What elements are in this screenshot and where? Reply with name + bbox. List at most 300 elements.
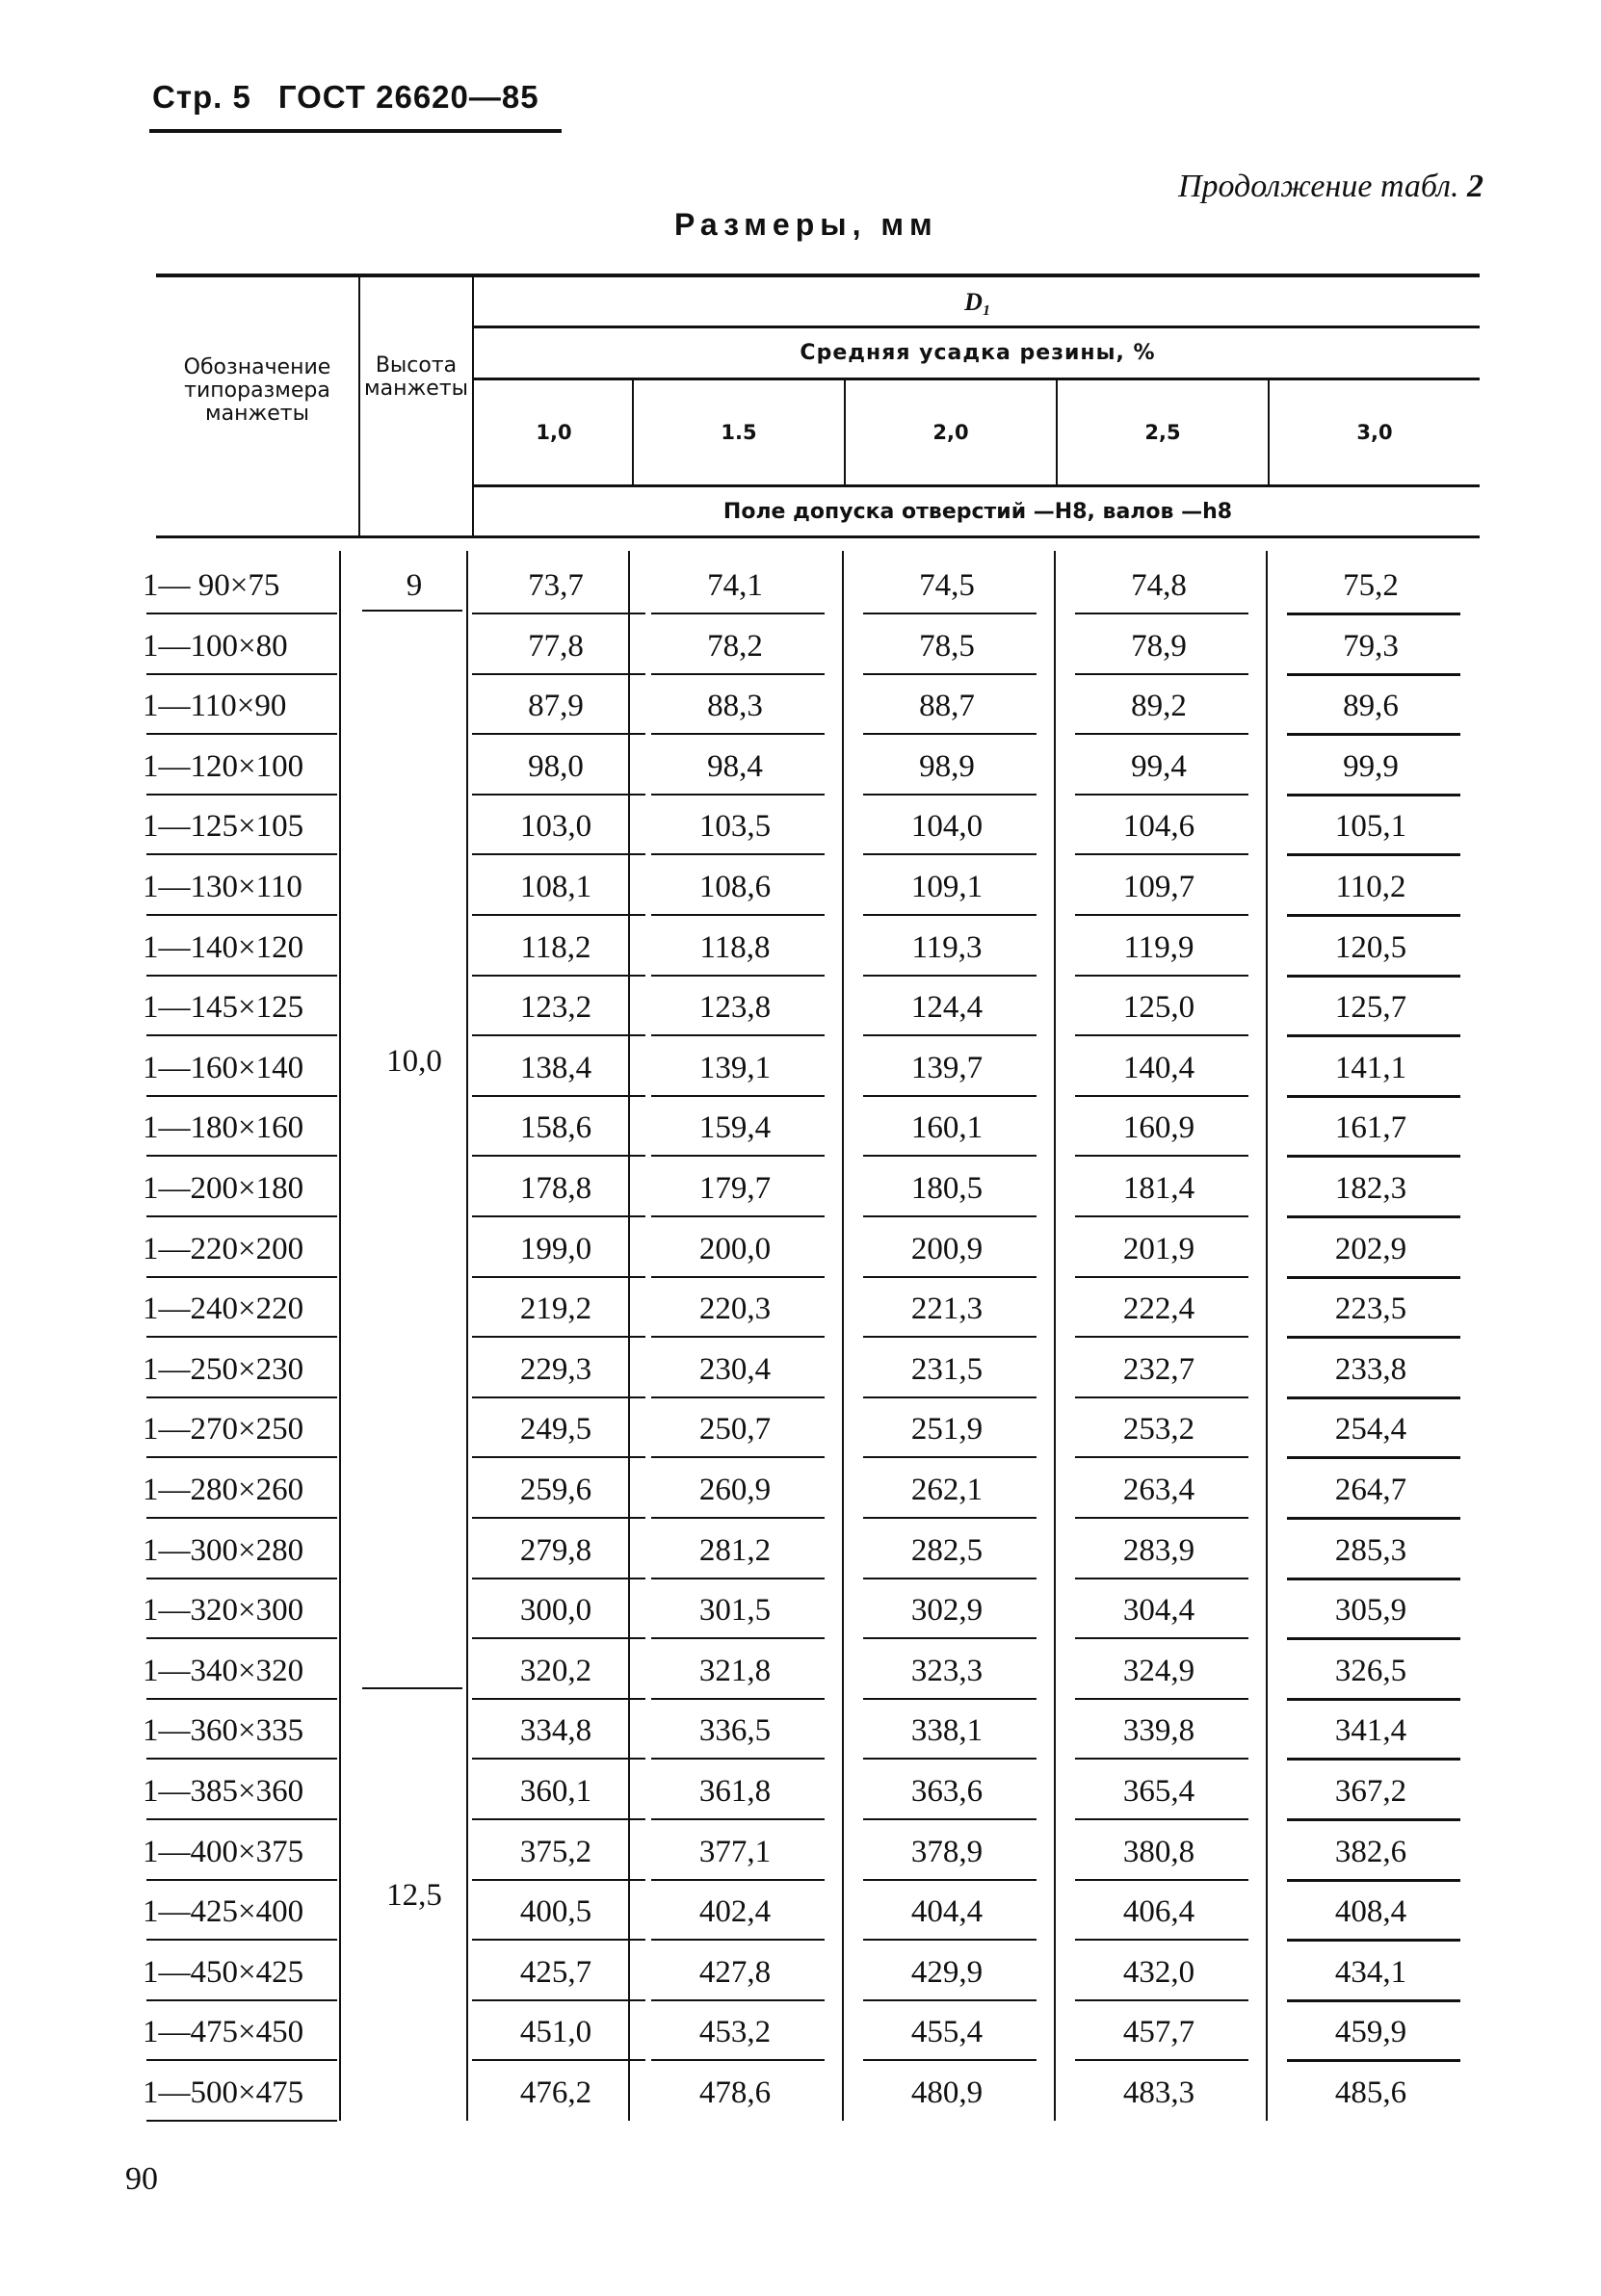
row-value: 79,3 [1343, 628, 1399, 664]
row-value: 300,0 [519, 1593, 592, 1629]
row-value: 326,5 [1334, 1653, 1407, 1688]
cell-rule [651, 1637, 825, 1639]
cell-rule [1287, 853, 1460, 856]
row-value: 476,2 [519, 2075, 592, 2110]
row-value: 485,6 [1334, 2075, 1407, 2110]
body-divider-height [466, 551, 468, 2121]
row-rule [146, 2120, 337, 2122]
cell-rule [863, 1095, 1037, 1097]
cell-rule [1287, 1818, 1460, 1821]
row-value: 160,9 [1122, 1110, 1195, 1146]
cell-rule [472, 853, 645, 855]
row-value: 74,1 [707, 568, 763, 603]
row-rule [146, 1939, 337, 1941]
row-designation: 1—475×450 [143, 2015, 304, 2050]
row-rule [146, 1396, 337, 1398]
row-rule [146, 733, 337, 735]
row-value: 123,2 [519, 990, 592, 1026]
cell-rule [1075, 1939, 1248, 1941]
row-value: 109,7 [1122, 870, 1195, 904]
row-designation: 1—220×200 [143, 1231, 304, 1266]
cell-rule [1287, 1758, 1460, 1761]
row-rule [146, 1999, 337, 2001]
row-value: 304,4 [1122, 1593, 1195, 1629]
row-designation: 1—100×80 [143, 628, 288, 664]
cell-rule [1287, 1999, 1460, 2002]
col-designation-header: Обозначение типоразмера манжеты [183, 355, 331, 426]
shrinkage-2-0: 2,0 [932, 421, 969, 444]
row-designation: 1—140×120 [143, 929, 304, 965]
row-value: 285,3 [1334, 1532, 1407, 1568]
row-value: 199,0 [519, 1231, 592, 1266]
row-value: 118,8 [699, 929, 771, 965]
row-value: 480,9 [910, 2075, 984, 2110]
row-value: 250,7 [698, 1412, 772, 1448]
row-value: 264,7 [1334, 1473, 1407, 1507]
cell-rule [1287, 1155, 1460, 1158]
cell-rule [472, 613, 645, 614]
cell-rule [1075, 1396, 1248, 1398]
row-value: 78,2 [707, 628, 763, 664]
row-value: 262,1 [910, 1473, 984, 1507]
row-rule [146, 1517, 337, 1519]
cell-rule [1287, 1879, 1460, 1882]
cell-rule [651, 794, 825, 796]
cell-rule [1075, 914, 1248, 916]
row-value: 125,7 [1334, 990, 1407, 1026]
cell-rule [863, 1215, 1037, 1217]
cell-rule [651, 1999, 825, 2001]
row-value: 254,4 [1334, 1412, 1407, 1448]
row-value: 160,1 [910, 1110, 984, 1146]
row-value: 425,7 [519, 1954, 592, 1990]
cell-rule [1287, 1336, 1460, 1339]
row-designation: 1—450×425 [143, 1954, 304, 1990]
cell-rule [472, 1637, 645, 1639]
row-value: 200,0 [698, 1231, 772, 1266]
row-value: 361,8 [698, 1774, 772, 1809]
page-number: 90 [125, 2161, 158, 2197]
row-value: 120,5 [1334, 929, 1407, 965]
cell-rule [1287, 1517, 1460, 1520]
cell-rule [1287, 1456, 1460, 1459]
row-value: 365,4 [1122, 1774, 1195, 1809]
row-value: 377,1 [698, 1834, 772, 1869]
row-value: 459,9 [1334, 2015, 1407, 2050]
cell-rule [1287, 733, 1460, 736]
cell-rule [863, 613, 1037, 614]
row-value: 161,7 [1334, 1110, 1407, 1146]
cell-rule [1075, 1155, 1248, 1157]
row-value: 201,9 [1122, 1231, 1195, 1266]
height-group-rule-2 [362, 1687, 462, 1689]
cell-rule [863, 1456, 1037, 1458]
row-designation: 1—425×400 [143, 1894, 304, 1930]
row-value: 104,6 [1122, 809, 1195, 845]
cell-rule [863, 1939, 1037, 1941]
cell-rule [651, 2059, 825, 2061]
row-value: 404,4 [910, 1894, 984, 1930]
shrinkage-header: Средняя усадка резины, % [800, 341, 1156, 365]
row-value: 382,6 [1334, 1834, 1407, 1869]
row-value: 427,8 [698, 1954, 772, 1990]
page-label: Стр. 5 [152, 79, 251, 115]
cell-rule [1075, 1879, 1248, 1881]
row-value: 99,9 [1343, 748, 1399, 784]
row-value: 324,9 [1122, 1653, 1195, 1688]
row-rule [146, 2059, 337, 2061]
cell-rule [1075, 1336, 1248, 1338]
row-value: 75,2 [1343, 568, 1399, 603]
row-rule [146, 853, 337, 855]
cell-rule [1287, 1215, 1460, 1218]
row-value: 231,5 [910, 1351, 984, 1387]
row-value: 260,9 [698, 1473, 772, 1507]
row-designation: 1—360×335 [143, 1713, 304, 1749]
cell-rule [472, 794, 645, 796]
row-designation: 1—280×260 [143, 1473, 304, 1507]
standard-number: ГОСТ 26620—85 [277, 79, 539, 115]
cell-rule [1075, 1999, 1248, 2001]
row-value: 339,8 [1122, 1713, 1195, 1749]
cell-rule [651, 853, 825, 855]
row-value: 78,5 [919, 628, 975, 664]
header-divider-height [472, 277, 474, 535]
row-value: 141,1 [1334, 1050, 1407, 1085]
row-rule [146, 1698, 337, 1700]
cell-rule [863, 975, 1037, 977]
cell-rule [1075, 1034, 1248, 1036]
row-value: 87,9 [528, 689, 584, 724]
row-value: 483,3 [1122, 2075, 1195, 2110]
cell-rule [651, 1336, 825, 1338]
row-designation: 1—385×360 [143, 1774, 304, 1809]
row-value: 251,9 [910, 1412, 984, 1448]
cell-rule [472, 1999, 645, 2001]
row-designation: 1—160×140 [143, 1050, 304, 1085]
cell-rule [863, 914, 1037, 916]
row-designation: 1—340×320 [143, 1653, 304, 1688]
cell-rule [472, 2059, 645, 2061]
row-value: 229,3 [519, 1351, 592, 1387]
row-designation: 1—400×375 [143, 1834, 304, 1869]
row-value: 221,3 [910, 1292, 984, 1327]
body-divider-3 [1054, 551, 1056, 2121]
table-top-rule [156, 274, 1480, 277]
cell-rule [863, 853, 1037, 855]
row-value: 89,6 [1343, 689, 1399, 724]
row-designation: 1—120×100 [143, 748, 304, 784]
cell-rule [1075, 673, 1248, 675]
cell-rule [651, 1758, 825, 1760]
row-value: 283,9 [1122, 1532, 1195, 1568]
cell-rule [863, 794, 1037, 796]
row-value: 305,9 [1334, 1593, 1407, 1629]
row-value: 99,4 [1131, 748, 1187, 784]
cell-rule [1287, 794, 1460, 796]
cell-rule [651, 1276, 825, 1278]
row-value: 429,9 [910, 1954, 984, 1990]
cell-rule [1075, 613, 1248, 614]
row-value: 138,4 [519, 1050, 592, 1085]
row-value: 432,0 [1122, 1954, 1195, 1990]
cell-rule [863, 1818, 1037, 1820]
sizes-caption: Размеры, мм [674, 207, 938, 242]
row-value: 453,2 [698, 2015, 772, 2050]
row-designation: 1—270×250 [143, 1412, 304, 1448]
cell-rule [863, 1758, 1037, 1760]
cell-rule [1075, 1276, 1248, 1278]
cell-rule [1075, 975, 1248, 977]
cell-rule [1075, 2059, 1248, 2061]
table-number: 2 [1467, 169, 1483, 204]
cell-rule [651, 1578, 825, 1579]
table-continuation [1178, 169, 1483, 205]
cell-rule [651, 733, 825, 735]
row-value: 98,9 [919, 748, 975, 784]
header-rule [149, 129, 562, 133]
row-value: 457,7 [1122, 2015, 1195, 2050]
row-designation: 1—200×180 [143, 1171, 304, 1206]
row-value: 181,4 [1122, 1171, 1195, 1206]
row-value: 98,0 [528, 748, 584, 784]
row-value: 380,8 [1122, 1834, 1195, 1869]
cell-rule [472, 1276, 645, 1278]
cell-rule [863, 2059, 1037, 2061]
cell-rule [651, 1155, 825, 1157]
cell-rule [1287, 975, 1460, 978]
cell-rule [863, 1999, 1037, 2001]
row-value: 363,6 [910, 1774, 984, 1809]
cell-rule [651, 1215, 825, 1217]
cell-rule [651, 1095, 825, 1097]
cell-rule [1075, 1818, 1248, 1820]
cell-rule [651, 1698, 825, 1700]
cell-rule [1287, 914, 1460, 917]
row-rule [146, 1637, 337, 1639]
row-rule [146, 1155, 337, 1157]
body-divider-4 [1266, 551, 1268, 2121]
shrinkage-1-5: 1.5 [721, 421, 757, 444]
row-value: 219,2 [519, 1292, 592, 1327]
row-value: 360,1 [519, 1774, 592, 1809]
cell-rule [1287, 1939, 1460, 1942]
tolerance-header: Поле допуска отверстий —H8, валов —h8 [722, 499, 1233, 524]
cell-rule [863, 673, 1037, 675]
cell-rule [1075, 1758, 1248, 1760]
cell-rule [1075, 1698, 1248, 1700]
cell-rule [472, 1095, 645, 1097]
row-value: 341,4 [1334, 1713, 1407, 1749]
row-designation: 1—110×90 [143, 689, 287, 724]
cell-rule [472, 733, 645, 735]
cell-rule [863, 1276, 1037, 1278]
row-value: 408,4 [1334, 1894, 1407, 1930]
row-designation: 1—125×105 [143, 809, 304, 845]
cell-rule [1287, 1698, 1460, 1701]
row-value: 451,0 [519, 2015, 592, 2050]
row-value: 73,7 [528, 568, 584, 603]
row-value: 282,5 [910, 1532, 984, 1568]
cell-rule [472, 1034, 645, 1036]
cell-rule [472, 1456, 645, 1458]
row-value: 109,1 [910, 870, 984, 904]
cell-rule [1287, 1396, 1460, 1399]
row-value: 455,4 [910, 2015, 984, 2050]
row-designation: 1—300×280 [143, 1532, 304, 1568]
cell-rule [472, 1396, 645, 1398]
row-value: 105,1 [1334, 809, 1407, 845]
cell-rule [651, 1456, 825, 1458]
cell-rule [472, 1879, 645, 1881]
row-rule [146, 1578, 337, 1579]
row-value: 78,9 [1131, 628, 1187, 664]
row-value: 88,3 [707, 689, 763, 724]
header-bottom-rule [156, 535, 1480, 538]
row-value: 139,7 [910, 1050, 984, 1085]
cell-rule [651, 613, 825, 614]
cell-rule [472, 1939, 645, 1941]
row-value: 118,2 [520, 929, 591, 965]
row-value: 249,5 [519, 1412, 592, 1448]
row-value: 400,5 [519, 1894, 592, 1930]
cell-rule [472, 1818, 645, 1820]
cell-rule [863, 1336, 1037, 1338]
row-rule [146, 794, 337, 796]
row-value: 180,5 [910, 1171, 984, 1206]
shrinkage-1-0: 1,0 [536, 421, 572, 444]
cell-rule [472, 1336, 645, 1338]
row-value: 179,7 [698, 1171, 772, 1206]
cell-rule [472, 1758, 645, 1760]
body-divider-designation [339, 551, 341, 2121]
body-divider-2 [842, 551, 844, 2121]
cell-rule [651, 1396, 825, 1398]
cell-rule [651, 1517, 825, 1519]
cell-rule [1287, 1095, 1460, 1098]
row-designation: 1—180×160 [143, 1110, 304, 1146]
row-value: 302,9 [910, 1593, 984, 1629]
row-value: 434,1 [1334, 1954, 1407, 1990]
row-value: 158,6 [519, 1110, 592, 1146]
row-value: 222,4 [1122, 1292, 1195, 1327]
row-value: 178,8 [519, 1171, 592, 1206]
row-rule [146, 975, 337, 977]
row-value: 88,7 [919, 689, 975, 724]
row-designation: 1—320×300 [143, 1593, 304, 1629]
cell-rule [1075, 1578, 1248, 1579]
row-value: 378,9 [910, 1834, 984, 1869]
cell-rule [472, 975, 645, 977]
cell-rule [1287, 1276, 1460, 1279]
cell-rule [1075, 794, 1248, 796]
cell-rule [651, 673, 825, 675]
shrinkage-2-5: 2,5 [1144, 421, 1181, 444]
row-value: 402,4 [698, 1894, 772, 1930]
cell-rule [651, 1879, 825, 1881]
cell-rule [1287, 2059, 1460, 2062]
row-value: 223,5 [1334, 1292, 1407, 1327]
row-value: 74,5 [919, 568, 975, 603]
row-value: 123,8 [698, 990, 772, 1026]
row-value: 263,4 [1122, 1473, 1195, 1507]
cell-rule [651, 1818, 825, 1820]
row-rule [146, 914, 337, 916]
row-rule [146, 1336, 337, 1338]
row-value: 74,8 [1131, 568, 1187, 603]
d1-header: D₁ [964, 288, 991, 316]
row-value: 320,2 [519, 1653, 592, 1688]
cell-rule [651, 1939, 825, 1941]
row-rule [146, 1034, 337, 1036]
row-value: 334,8 [519, 1713, 592, 1749]
row-rule [146, 1818, 337, 1820]
row-value: 182,3 [1334, 1171, 1407, 1206]
row-value: 200,9 [910, 1231, 984, 1266]
cell-rule [651, 914, 825, 916]
row-value: 253,2 [1122, 1412, 1195, 1448]
row-value: 108,1 [519, 870, 592, 904]
row-rule [146, 1456, 337, 1458]
row-rule [146, 673, 337, 675]
row-value: 140,4 [1122, 1050, 1195, 1085]
row-rule [146, 1758, 337, 1760]
row-designation: 1— 90×75 [143, 568, 280, 603]
row-value: 119,9 [1123, 929, 1194, 965]
cell-rule [472, 1517, 645, 1519]
row-value: 89,2 [1131, 689, 1187, 724]
cell-rule [472, 914, 645, 916]
cell-rule [863, 1879, 1037, 1881]
row-value: 301,5 [698, 1593, 772, 1629]
row-designation: 1—250×230 [143, 1351, 304, 1387]
row-rule [146, 1276, 337, 1278]
row-value: 259,6 [519, 1473, 592, 1507]
cell-rule [863, 1637, 1037, 1639]
row-value: 336,5 [698, 1713, 772, 1749]
continuation-label: Продолжение табл. [1177, 169, 1459, 204]
row-value: 110,2 [1335, 870, 1406, 904]
row-value: 104,0 [910, 809, 984, 845]
cell-rule [1287, 1637, 1460, 1640]
row-value: 233,8 [1334, 1351, 1407, 1387]
cell-rule [1075, 1215, 1248, 1217]
cell-rule [863, 1578, 1037, 1579]
row-value: 406,4 [1122, 1894, 1195, 1930]
row-value: 279,8 [519, 1532, 592, 1568]
cell-rule [1075, 1095, 1248, 1097]
height-group-10-0: 10,0 [386, 1044, 442, 1079]
row-value: 281,2 [698, 1532, 772, 1568]
row-value: 103,5 [698, 809, 772, 845]
cell-rule [472, 1698, 645, 1700]
row-value: 202,9 [1334, 1231, 1407, 1266]
cell-rule [1287, 1034, 1460, 1037]
row-rule [146, 1879, 337, 1881]
cell-rule [863, 1698, 1037, 1700]
row-value: 159,4 [698, 1110, 772, 1146]
row-designation: 1—145×125 [143, 990, 304, 1026]
cell-rule [472, 1155, 645, 1157]
cell-rule [1287, 613, 1460, 615]
row-value: 323,3 [910, 1653, 984, 1688]
row-value: 119,3 [911, 929, 983, 965]
cell-rule [651, 975, 825, 977]
cell-rule [472, 673, 645, 675]
cell-rule [1075, 1517, 1248, 1519]
row-rule [146, 613, 337, 614]
cell-rule [1287, 673, 1460, 676]
